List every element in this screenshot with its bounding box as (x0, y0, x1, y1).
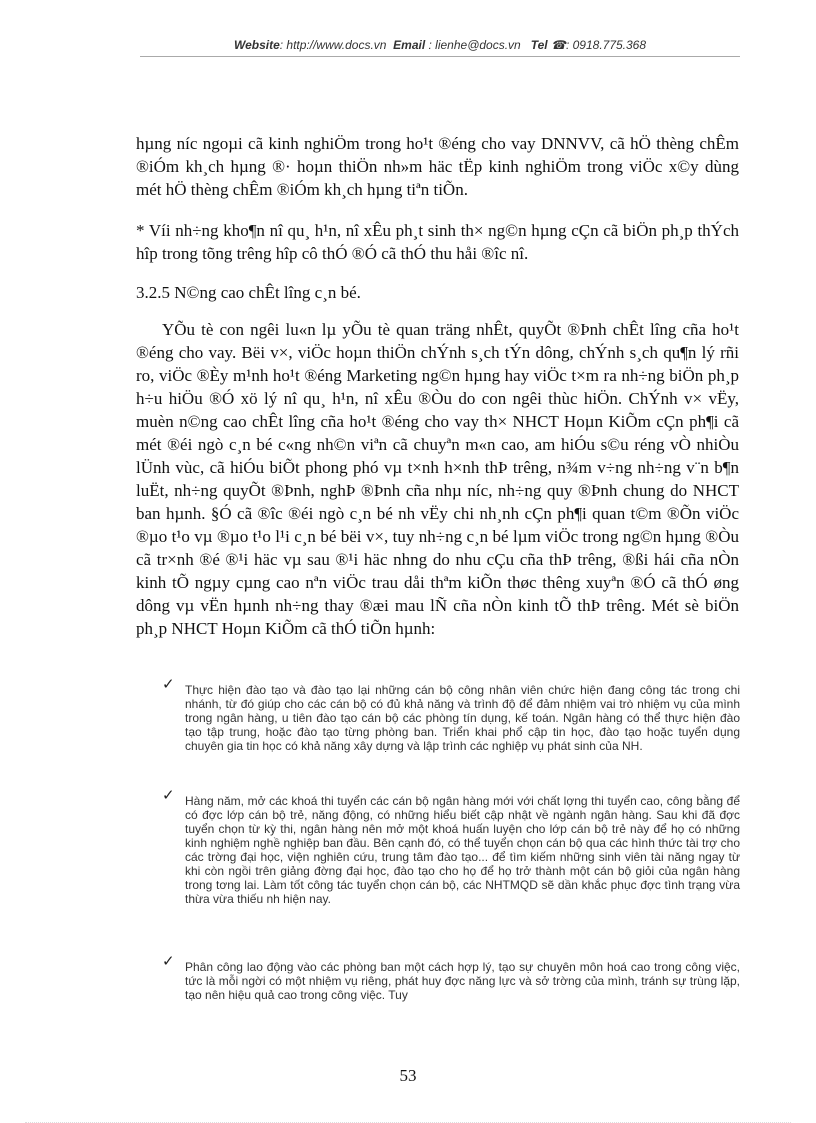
tel-label: Tel (530, 38, 548, 52)
checkmark-icon: ✓ (162, 952, 175, 970)
paragraph-bad-debt: * Víi nh÷ng kho¶n nî qu¸ h¹n, nî xÊu ph¸t sinh th× ng©n hµng cÇn cã biÖn ph¸p thÝch hîp trong tõng trêng hîp cô thÓ ®Ó cã thÓ thu håi ®îc nî. (136, 221, 739, 263)
bullet-text: Hàng năm, mở các khoá thi tuyển các cán bộ ngân hàng mới với chất lợng thi tuyển cao, công bằng để có đợc lớp cán bộ trẻ, năng động, có những hiểu biết cập nhật về ngành ngân hàng. Sau khi đã đợc tuyển chọn từ kỳ thi, ngân hàng nên mở một khoá huấn luyện cho lớp cán bộ trẻ này để họ có những kinh nghiệm nghề nghiệp ban đầu. Bên cạnh đó, có thể tuyển chọn cán bộ qua các hình thức tài trợ cho các trờng đại học, viện nghiên cứu, trung tâm đào tạo... để tìm kiếm những sinh viên tài năng ngay từ khi còn ngồi trên giảng đờng đại học, đào tạo cho họ để họ trở thành một cán bộ giỏi của ngân hàng trong tơng lai. Làm tốt công tác tuyển chọn cán bộ, các NHTMQD sẽ dần khắc phục đợc tình trạng vừa thừa vừa thiếu nh hiện nay. (185, 794, 740, 906)
bullet-item (162, 675, 740, 753)
page-header (140, 38, 740, 52)
section-heading: 3.2.5 N©ng cao chÊt lîng c¸n bé. (136, 283, 361, 302)
tel-value: : 0918.775.368 (565, 38, 647, 52)
bullet-text: Phân công lao động vào các phòng ban một cách hợp lý, tạo sự chuyên môn hoá cao trong công việc, tức là mỗi ngời có một nhiệm vụ riêng, phát huy đợc năng lực và sở trờng của mình, tránh sự trùng lặp, tạo nên hiệu quả cao trong công việc. Tuy (185, 960, 740, 1002)
email-value: : lienhe@docs.vn (428, 38, 521, 52)
paragraph-foreign-banks: hµng níc ngoµi cã kinh nghiÖm trong ho¹t ®éng cho vay DNNVV, cã hÖ thèng chÊm ®iÓm kh¸ch hµng ®· hoµn thiÖn nh»m häc tËp kinh nghiÖm trong viÖc x©y dùng mét hÖ thèng chÊm ®iÓm kh¸ch hµng tiªn tiÕn. (136, 134, 739, 199)
paragraph-human-factor: YÕu tè con ngêi lu«n lµ yÕu tè quan träng nhÊt, quyÕt ®Þnh chÊt lîng cña ho¹t ®éng cho vay. Bëi v×, viÖc hoµn thiÖn chÝnh s¸ch tÝn dông, chÝnh s¸ch qu¶n lý rñi ro, viÖc ®Èy m¹nh ho¹t ®éng Marketing ng©n hµng hay viÖc t×m ra nh÷ng biÖn ph¸p h÷u hiÖu ®Ó xö lý nî qu¸ h¹n, nî xÊu ®Òu do con ngêi thùc hiÖn. ChÝnh v× vËy, muèn n©ng cao chÊt lîng cña ho¹t ®éng cho vay th× NHCT Hoµn KiÕm cÇn ph¶i cã mét ®éi ngò c¸n bé c«ng nh©n viªn cã chuyªn m«n cao, am hiÓu s©u réng vÒ nhiÒu lÜnh vùc, cã hiÓu biÕt phong phó vµ t×nh h×nh thÞ trêng, n¾m v÷ng nh÷ng v¨n b¶n luËt, nh÷ng quyÕt ®Þnh, nghÞ ®Þnh cña nhµ níc, nh÷ng quy ®Þnh chung do NHCT ban hµnh. §Ó cã ®îc ®éi ngò c¸n bé nh vËy chi nh¸nh cÇn ph¶i quan t©m ®Õn viÖc ®µo t¹o vµ ®µo t¹o l¹i c¸n bé bëi v×, tuy nh÷ng c¸n bé lµm viÖc trong ng©n hµng ®Òu cã tr×nh ®é ®¹i häc vµ sau ®¹i häc nhng do nhu cÇu cña thÞ trêng, ®ßi hái cña nÒn kinh tÕ ngµy cµng cao nªn viÖc trau dåi thªm kiÕn thøc thêng xuyªn ®Ó cã thÓ øng dông vµ vËn hµnh nh÷ng thay ®æi mau lÑ cña nÒn kinh tÕ thÞ trêng. Mét sè biÖn ph¸p NHCT Hoµn KiÕm cã thÓ tiÕn hµnh: (136, 320, 739, 638)
header-divider (140, 56, 740, 57)
checkmark-icon: ✓ (162, 786, 175, 804)
bullet-item (162, 786, 740, 906)
bullet-item (162, 952, 740, 1002)
website-label: Website (233, 38, 280, 52)
checkmark-icon: ✓ (162, 675, 175, 693)
email-label: Email (393, 38, 426, 52)
phone-icon: ☎ (551, 38, 566, 52)
page-number: 53 (399, 1066, 417, 1085)
bullet-text: Thực hiện đào tạo và đào tạo lại những cán bộ công nhân viên chức hiện đang công tác trong chi nhánh, từ đó giúp cho các cán bộ có đủ khả năng và trình độ để đảm nhiệm vai trò nhiệm vụ của mình trong ngân hàng, u tiên đào tạo cán bộ các phòng tín dụng, kế toán. Ngân hàng có thể thực hiện đào tạo tập trung, hoặc đào tạo từng phòng ban. Triển khai phổ cập tin học, đào tạo hoặc tuyển dụng chuyên gia tin học có khả năng xây dựng và lập trình các nghiệp vụ phát sinh của NH. (185, 683, 740, 753)
website-value: : http://www.docs.vn (279, 38, 387, 52)
